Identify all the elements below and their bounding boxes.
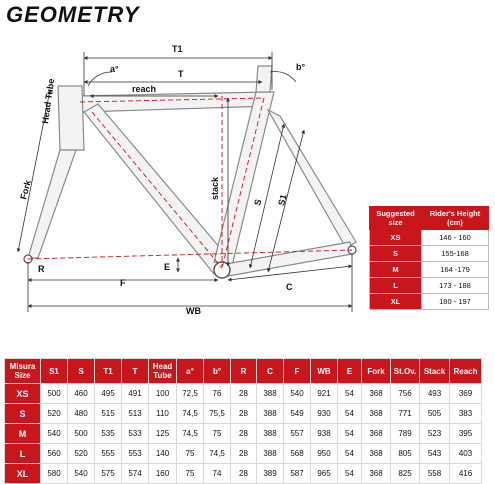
value-cell: 28: [231, 444, 257, 464]
value-cell: 74,5: [204, 444, 231, 464]
geometry-header-cell: R: [231, 359, 257, 384]
value-cell: 75: [177, 464, 204, 484]
rider-size: S: [370, 246, 422, 262]
rider-size: XS: [370, 230, 422, 246]
geometry-header-cell: E: [338, 359, 362, 384]
geometry-header-cell: Fork: [362, 359, 391, 384]
rider-height: 180 - 197: [422, 294, 489, 310]
page-title: GEOMETRY: [6, 2, 140, 27]
value-cell: 533: [122, 424, 149, 444]
value-cell: 965: [311, 464, 338, 484]
label-wb: WB: [186, 306, 201, 316]
value-cell: 416: [450, 464, 482, 484]
geometry-header-cell: b°: [204, 359, 231, 384]
value-cell: 553: [122, 444, 149, 464]
value-cell: 493: [420, 384, 450, 404]
geometry-header-cell: a°: [177, 359, 204, 384]
value-cell: 125: [149, 424, 177, 444]
size-cell: M: [5, 424, 41, 444]
rider-header-size: Suggested size: [370, 207, 422, 230]
value-cell: 54: [338, 444, 362, 464]
geometry-header-cell: St.Ov.: [391, 359, 420, 384]
chain-stay: [226, 242, 352, 276]
label-e: E: [164, 262, 171, 272]
value-cell: 568: [284, 444, 311, 464]
value-cell: 520: [68, 444, 95, 464]
value-cell: 535: [95, 424, 122, 444]
geometry-header-cell: Stack: [420, 359, 450, 384]
value-cell: 771: [391, 404, 420, 424]
size-cell: S: [5, 404, 41, 424]
value-cell: 75: [177, 444, 204, 464]
rider-height: 164 -179: [422, 262, 489, 278]
value-cell: 938: [311, 424, 338, 444]
rider-row: [370, 230, 489, 246]
geometry-body: [5, 384, 482, 484]
geometry-header-cell: S1: [41, 359, 68, 384]
rider-height: 146 - 160: [422, 230, 489, 246]
value-cell: 368: [362, 424, 391, 444]
label-f: F: [120, 278, 126, 288]
value-cell: 110: [149, 404, 177, 424]
value-cell: 513: [122, 404, 149, 424]
geometry-header-cell: Misura Size: [5, 359, 41, 384]
value-cell: 805: [391, 444, 420, 464]
value-cell: 540: [41, 424, 68, 444]
label-c: C: [286, 282, 293, 292]
value-cell: 76: [204, 384, 231, 404]
table-row: [5, 444, 482, 464]
label-s: S: [252, 198, 264, 207]
value-cell: 495: [95, 384, 122, 404]
value-cell: 28: [231, 384, 257, 404]
value-cell: 368: [362, 404, 391, 424]
value-cell: 403: [450, 444, 482, 464]
rider-size: XL: [370, 294, 422, 310]
top-tube: [78, 92, 270, 112]
value-cell: 540: [68, 464, 95, 484]
geometry-header-cell: F: [284, 359, 311, 384]
value-cell: 395: [450, 424, 482, 444]
value-cell: 921: [311, 384, 338, 404]
head-tube: [58, 86, 84, 150]
size-cell: L: [5, 444, 41, 464]
value-cell: 540: [284, 384, 311, 404]
geometry-header-cell: WB: [311, 359, 338, 384]
size-cell: XL: [5, 464, 41, 484]
value-cell: 368: [362, 384, 391, 404]
label-r: R: [38, 264, 45, 274]
rider-row: [370, 294, 489, 310]
value-cell: 460: [68, 384, 95, 404]
value-cell: 383: [450, 404, 482, 424]
value-cell: 560: [41, 444, 68, 464]
value-cell: 100: [149, 384, 177, 404]
value-cell: 930: [311, 404, 338, 424]
rider-row: [370, 278, 489, 294]
value-cell: 500: [68, 424, 95, 444]
value-cell: 388: [257, 404, 284, 424]
table-row: [5, 424, 482, 444]
table-row: [5, 384, 482, 404]
rider-height: 155-168: [422, 246, 489, 262]
value-cell: 389: [257, 464, 284, 484]
value-cell: 140: [149, 444, 177, 464]
label-head-tube: Head Tube: [40, 77, 57, 125]
geometry-header-cell: Head Tube: [149, 359, 177, 384]
value-cell: 368: [362, 444, 391, 464]
seat-post: [256, 66, 272, 92]
value-cell: 54: [338, 404, 362, 424]
value-cell: 557: [284, 424, 311, 444]
label-fork: Fork: [18, 179, 33, 201]
value-cell: 75,5: [204, 404, 231, 424]
value-cell: 388: [257, 444, 284, 464]
value-cell: 825: [391, 464, 420, 484]
label-stack: stack: [210, 176, 220, 200]
value-cell: 515: [95, 404, 122, 424]
value-cell: 28: [231, 424, 257, 444]
geometry-header-cell: S: [68, 359, 95, 384]
value-cell: 368: [362, 464, 391, 484]
label-s1: S1: [276, 193, 289, 207]
geometry-header-cell: T1: [95, 359, 122, 384]
geometry-header-row: [5, 359, 482, 384]
value-cell: 520: [41, 404, 68, 424]
rider-height: 173 - 188: [422, 278, 489, 294]
geometry-header-cell: Reach: [450, 359, 482, 384]
value-cell: 558: [420, 464, 450, 484]
label-reach: reach: [132, 84, 157, 94]
rider-size: M: [370, 262, 422, 278]
value-cell: 74,5: [177, 404, 204, 424]
value-cell: 505: [420, 404, 450, 424]
value-cell: 549: [284, 404, 311, 424]
value-cell: 28: [231, 464, 257, 484]
value-cell: 555: [95, 444, 122, 464]
value-cell: 523: [420, 424, 450, 444]
value-cell: 54: [338, 424, 362, 444]
bike-frame: [28, 66, 356, 276]
rider-row: [370, 262, 489, 278]
value-cell: 574: [122, 464, 149, 484]
size-cell: XS: [5, 384, 41, 404]
value-cell: 74: [204, 464, 231, 484]
label-b: b°: [296, 62, 306, 72]
value-cell: 580: [41, 464, 68, 484]
label-t: T: [178, 69, 184, 79]
value-cell: 491: [122, 384, 149, 404]
value-cell: 575: [95, 464, 122, 484]
label-a: a°: [110, 64, 119, 74]
seat-stay: [268, 110, 356, 248]
value-cell: 789: [391, 424, 420, 444]
value-cell: 480: [68, 404, 95, 424]
value-cell: 54: [338, 464, 362, 484]
value-cell: 587: [284, 464, 311, 484]
value-cell: 160: [149, 464, 177, 484]
value-cell: 28: [231, 404, 257, 424]
geometry-header-cell: T: [122, 359, 149, 384]
value-cell: 388: [257, 424, 284, 444]
geometry-header-cell: C: [257, 359, 284, 384]
value-cell: 54: [338, 384, 362, 404]
geometry-table: [4, 358, 482, 484]
value-cell: 75: [204, 424, 231, 444]
rider-row: [370, 246, 489, 262]
value-cell: 72,5: [177, 384, 204, 404]
rider-size: L: [370, 278, 422, 294]
table-row: [5, 404, 482, 424]
value-cell: 388: [257, 384, 284, 404]
value-cell: 500: [41, 384, 68, 404]
value-cell: 74,5: [177, 424, 204, 444]
value-cell: 756: [391, 384, 420, 404]
label-t1: T1: [172, 44, 183, 54]
value-cell: 543: [420, 444, 450, 464]
value-cell: 369: [450, 384, 482, 404]
rider-header-height: Rider's Height (cm): [422, 207, 489, 230]
value-cell: 950: [311, 444, 338, 464]
rider-height-table: [369, 206, 489, 310]
